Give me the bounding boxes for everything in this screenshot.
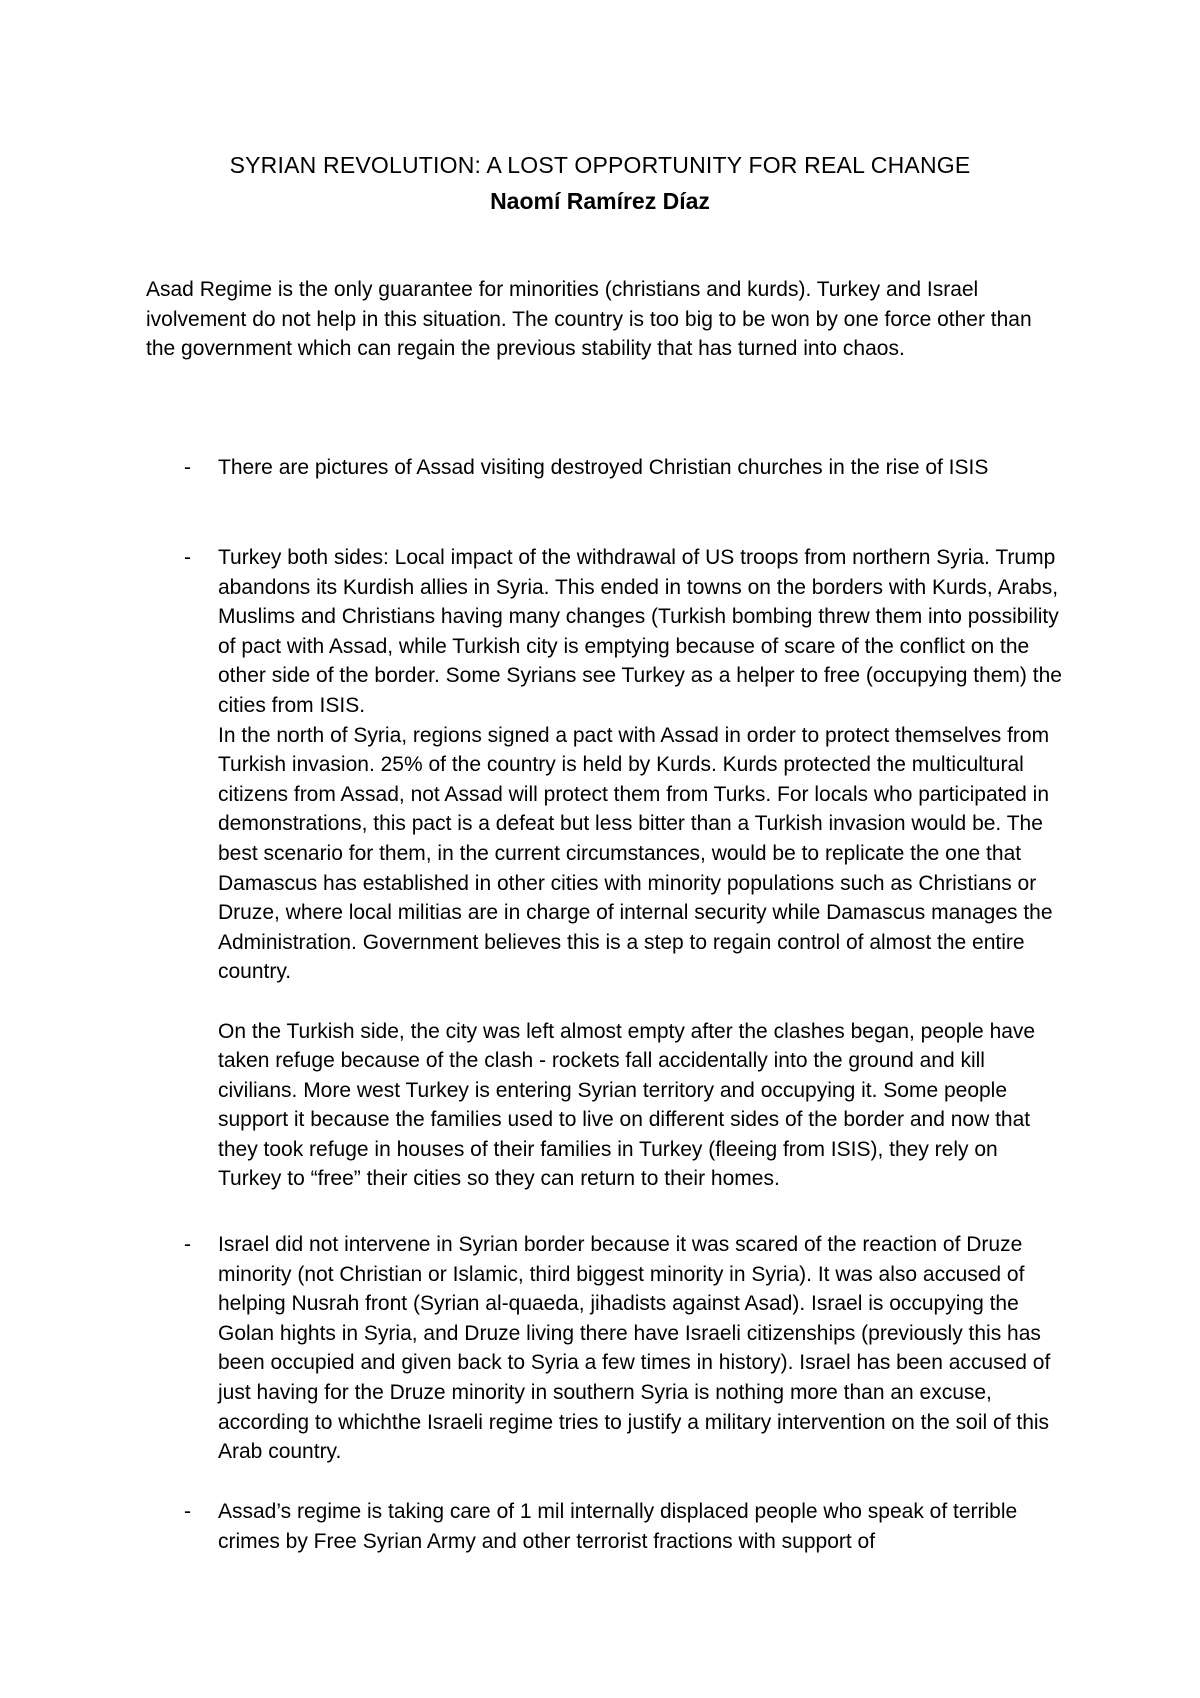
bullet-paragraph: There are pictures of Assad visiting destroyed Christian churches in the rise of ISIS (218, 456, 989, 479)
bullet-marker: - (184, 1500, 191, 1523)
bullet-paragraph: Turkey both sides: Local impact of the withdrawal of US troops from northern Syria. Trump abandons its Kurdish allies in Syria. This ended in towns on the borders with Kurds, Arabs, Muslims and Christians having many changes (Turkish bombing threw them into possibility of pact with Assad, while Turkish city is emptying because of scare of the conflict on the other side of the border. Some Syrians see Turkey as a helper to free (occupying them) the cities from ISIS. (218, 546, 1062, 717)
bullet-paragraph: Israel did not intervene in Syrian border because it was scared of the reaction of Druze minority (not Christian or Islamic, third biggest minority in Syria). It was also accused of helping Nusrah front (Syrian al-quaeda, jihadists against Asad). Israel is occupying the Golan hights in Syria, and Druze living there have Israeli citizenships (previously this has been occupied and given back to Syria a few times in history). Israel has been accused of just having for the Druze minority in southern Syria is nothing more than an excuse, according to whichthe Israeli regime tries to justify a military intervention on the soil of this Arab country. (218, 1233, 1051, 1464)
bullet-paragraph: On the Turkish side, the city was left almost empty after the clashes began, people have taken refuge because of the clash - rockets fall accidentally into the ground and kill civilians. More west Turkey is entering Syrian territory and occupying it. Some people support it because the families used to live on different sides of the border and now that they took refuge in houses of their families in Turkey (fleeing from ISIS), they rely on Turkey to “free” their cities so they can return to their homes. (218, 1019, 1036, 1191)
bullet-marker: - (184, 1233, 191, 1256)
bullet-marker: - (184, 456, 191, 479)
bullet-marker: - (184, 546, 191, 569)
bullet-paragraph: In the north of Syria, regions signed a pact with Assad in order to protect themselves from Turkish invasion. 25% of the country is held by Kurds. Kurds protected the multicultural citizens from Assad, not Assad will protect them from Turks. For locals who participated in demonstrations, this pact is a defeat but less bitter than a Turkish invasion would be. The best scenario for them, in the current circumstances, would be to replicate the one that Damascus has established in other cities with minority populations such as Christians or Druze, where local militias are in charge of internal security while Damascus manages the Administration. Government believes this is a step to regain control of almost the entire country. (218, 723, 1053, 984)
bullet-paragraph: Assad’s regime is taking care of 1 mil internally displaced people who speak of terrible crimes by Free Syrian Army and other terrorist fractions with support of (218, 1500, 1018, 1553)
bullet-item-turkey-both-sides (146, 543, 1066, 1194)
bullet-item-israel (146, 1230, 1066, 1467)
document-title: SYRIAN REVOLUTION: A LOST OPPORTUNITY FOR REAL CHANGE (229, 152, 971, 178)
intro-paragraph: Asad Regime is the only guarantee for minorities (christians and kurds). Turkey and Israel ivolvement do not help in this situation. The country is too big to be won by one force other than the government which can regain the previous stability that has turned into chaos. (146, 278, 1032, 361)
bullet-item-assad-pictures (146, 453, 1066, 483)
document-author: Naomí Ramírez Díaz (490, 188, 710, 214)
bullet-item-assad-regime-displaced (146, 1497, 1066, 1556)
